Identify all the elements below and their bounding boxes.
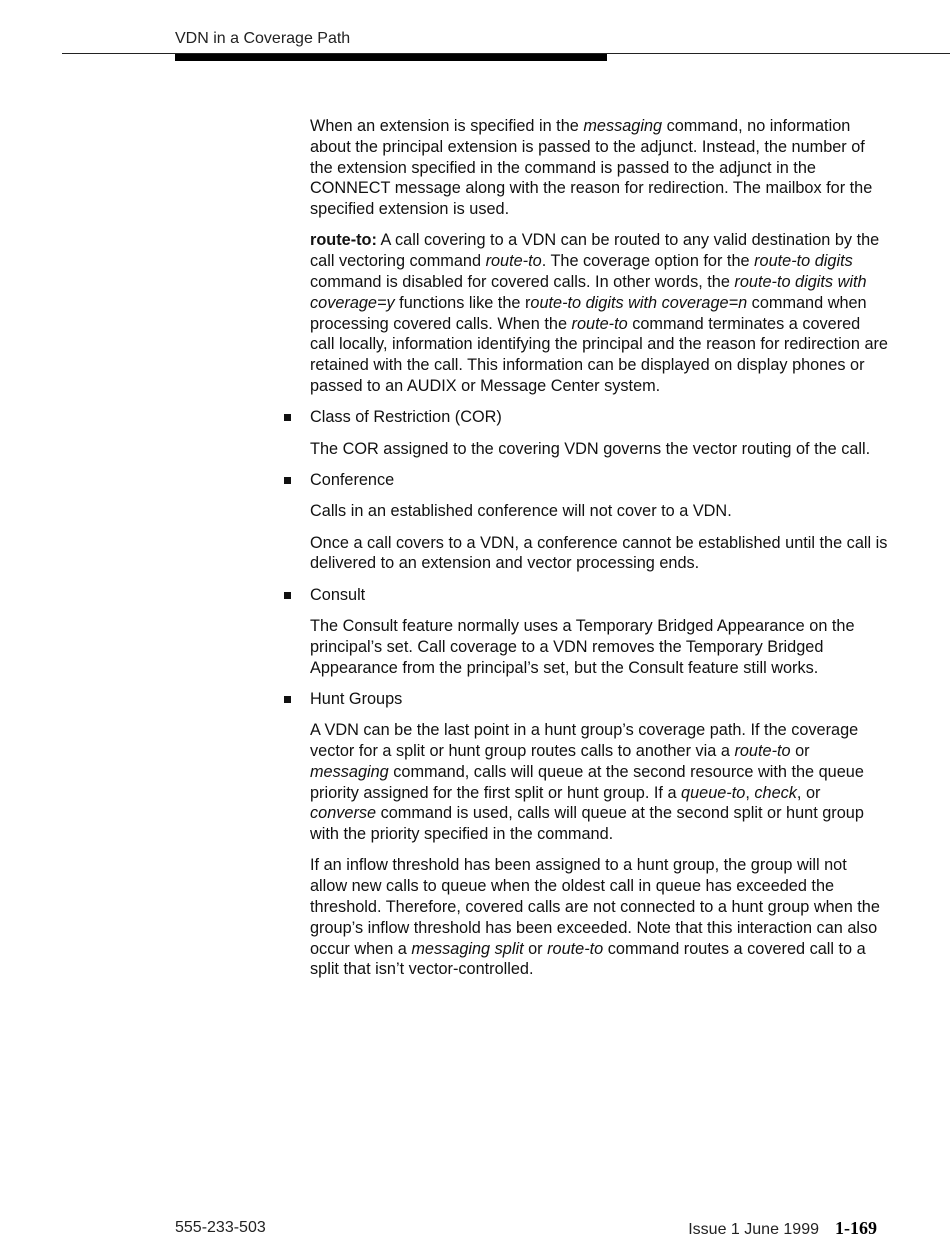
messaging-paragraph: When an extension is specified in the messaging command, no information about the principal extension is passed to the adjunct. Instead, the number of the extension specified in the command is passed to the adjunct in the CONNECT message along with the reason for redirection. The mailbox for the specified extension is used. [310, 117, 873, 219]
route-to-label: route-to: [310, 231, 377, 250]
footer-doc-number: 555-233-503 [175, 1219, 266, 1236]
bullet-heading: Hunt Groups [310, 689, 403, 708]
running-header-title: VDN in a Coverage Path [175, 30, 351, 47]
square-bullet-icon [284, 592, 291, 599]
square-bullet-icon [284, 477, 291, 484]
route-to-paragraph: route-to: A call covering to a VDN can be routed to any valid destination by the call vectoring command route-to. The coverage option for the route-to digits command is disabled for covered calls. In other words, the route-to digits with coverage=y functions like the route-to digits with coverage=n command when processing covered calls. When the route-to command terminates a covered call locally, information identifying the principal and the reason for redirection are retained with the call. This information can be displayed on display phones or passed to an AUDIX or Message Center system. [310, 231, 888, 396]
hunt-groups-paragraph-1: A VDN can be the last point in a hunt group’s coverage path. If the coverage vector for a split or hunt group routes calls to another via a route-to or messaging command, calls will queue at the second resource with the queue priority assigned for the first split or hunt group. If a queue-to, check, or converse command is used, calls will queue at the second split or hunt group with the priority specified in the command. [310, 721, 864, 844]
bullet-heading: Consult [310, 585, 366, 604]
hunt-groups-paragraph-2: If an inflow threshold has been assigned to a hunt group, the group will not allow new calls to queue when the oldest call in queue has exceeded the threshold. Therefore, covered calls are not connected to a hunt group when the group’s inflow threshold has been exceeded. Note that this interaction can also occur when a messaging split or route-to command routes a covered call to a split that isn’t vector-controlled. [310, 856, 880, 979]
footer-issue-info [688, 1218, 877, 1239]
bullet-item-conference [310, 470, 888, 491]
bullet-item-consult [310, 585, 888, 606]
header-thick-bar [175, 54, 607, 61]
body-content [310, 116, 888, 991]
bullet-heading: Class of Restriction (COR) [310, 408, 502, 427]
conference-paragraph-1: Calls in an established conference will not cover to a VDN. [310, 502, 732, 521]
conference-paragraph-2: Once a call covers to a VDN, a conference cannot be established until the call is delivered to an extension and vector processing ends. [310, 533, 888, 573]
square-bullet-icon [284, 696, 291, 703]
square-bullet-icon [284, 414, 291, 421]
bullet-item-cor [310, 407, 888, 428]
page-number: 1-169 [835, 1218, 877, 1238]
cor-paragraph: The COR assigned to the covering VDN governs the vector routing of the call. [310, 439, 871, 458]
bullet-heading: Conference [310, 470, 395, 489]
footer-issue: Issue 1 June 1999 [688, 1221, 819, 1238]
bullet-item-hunt-groups [310, 689, 888, 710]
consult-paragraph: The Consult feature normally uses a Temporary Bridged Appearance on the principal’s set. Call coverage to a VDN removes the Temporary Bridged Appearance from the principal’s set, but the Consult feature still works. [310, 616, 855, 677]
